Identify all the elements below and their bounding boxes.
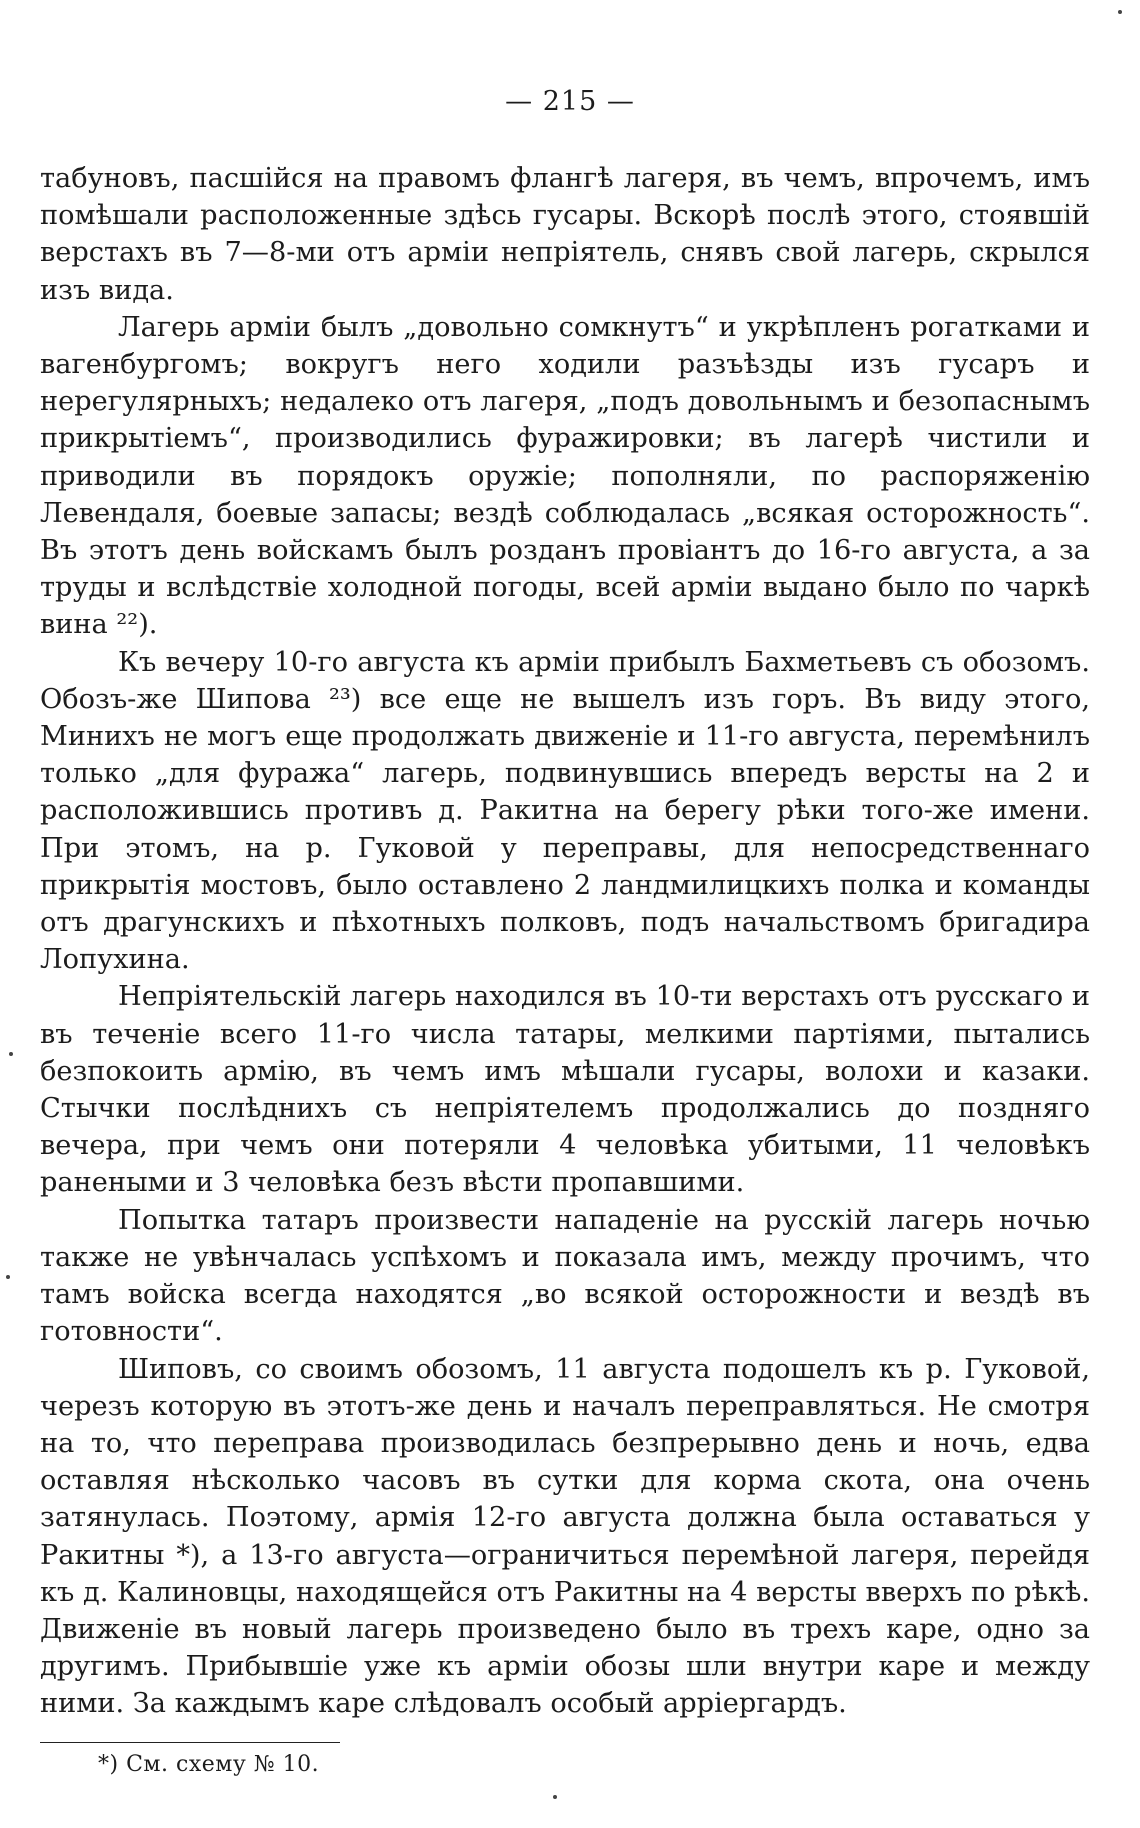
scan-speck (1118, 10, 1122, 14)
paragraph-2: Лагерь арміи былъ „довольно сомкнутъ“ и укрѣпленъ рогатками и вагенбургомъ; вокругъ него ходили разъѣзды изъ гусаръ и нерегулярныхъ; недалеко отъ лагеря, „подъ довольнымъ и безопаснымъ прикрытіемъ“, производились фуражировки; въ лагерѣ чистили и приводили въ порядокъ оружіе; пополняли, по распоряженію Левендаля, боевые запасы; вездѣ соблюдалась „всякая осторожность“. Въ этотъ день войскамъ былъ розданъ провіантъ до 16-го августа, а за труды и вслѣдствіе холодной погоды, всей арміи выдано было по чаркѣ вина ²²). (40, 311, 1090, 641)
footnote: *) См. схему № 10. (98, 1752, 320, 1777)
paragraph-3: Къ вечеру 10-го августа къ арміи прибылъ Бахметьевъ съ обозомъ. Обозъ-же Шипова ²³) все еще не вышелъ изъ горъ. Въ виду этого, Минихъ не могъ еще продолжать движеніе и 11-го августа, перемѣнилъ только „для фуража“ лагерь, подвинувшись впередъ версты на 2 и расположившись противъ д. Ракитна на берегу рѣки того-же имени. При этомъ, на р. Гуковой у переправы, для непосредственнаго прикрытія мостовъ, было оставлено 2 ландмилицкихъ полка и команды отъ драгунскихъ и пѣхотныхъ полковъ, подъ начальствомъ бригадира Лопухина. (40, 646, 1090, 976)
body-text (40, 160, 1090, 1723)
page-number: — 215 — (505, 86, 635, 117)
paragraph-4: Непріятельскій лагерь находился въ 10-ти верстахъ отъ русскаго и въ теченіе всего 11-го числа татары, мелкими партіями, пытались безпокоить армію, въ чемъ имъ мѣшали гусары, волохи и казаки. Стычки послѣднихъ съ непріятелемъ продолжались до поздняго вечера, при чемъ они потеряли 4 человѣка убитыми, 11 человѣкъ ранеными и 3 человѣка безъ вѣсти пропавшими. (40, 981, 1090, 1199)
footnote-divider (40, 1742, 340, 1743)
scan-speck (553, 1795, 557, 1799)
paragraph-1: табуновъ, пасшійся на правомъ флангѣ лагеря, въ чемъ, впрочемъ, имъ помѣшали расположенные здѣсь гусары. Вскорѣ послѣ этого, стоявшій верстахъ въ 7—8-ми отъ арміи непріятель, снявъ свой лагерь, скрылся изъ вида. (40, 163, 1090, 306)
scan-speck (6, 1275, 10, 1279)
paragraph-6: Шиповъ, со своимъ обозомъ, 11 августа подошелъ къ р. Гуковой, черезъ которую въ этотъ-же день и началъ переправляться. Не смотря на то, что переправа производилась безпрерывно день и ночь, едва оставляя нѣсколько часовъ въ сутки для корма скота, она очень затянулась. Поэтому, армія 12-го августа должна была оставаться у Ракитны *), а 13-го августа—ограничиться перемѣной лагеря, перейдя къ д. Калиновцы, находящейся отъ Ракитны на 4 версты вверхъ по рѣкѣ. Движеніе въ новый лагерь произведено было въ трехъ каре, одно за другимъ. Прибывшіе уже къ арміи обозы шли внутри каре и между ними. За каждымъ каре слѣдовалъ особый арріергардъ. (40, 1353, 1090, 1720)
scan-speck (9, 1052, 13, 1056)
paragraph-5: Попытка татаръ произвести нападеніе на русскій лагерь ночью также не увѣнчалась успѣхомъ и показала имъ, между прочимъ, что тамъ войска всегда находятся „во всякой осторожности и вездѣ въ готовности“. (40, 1204, 1090, 1348)
